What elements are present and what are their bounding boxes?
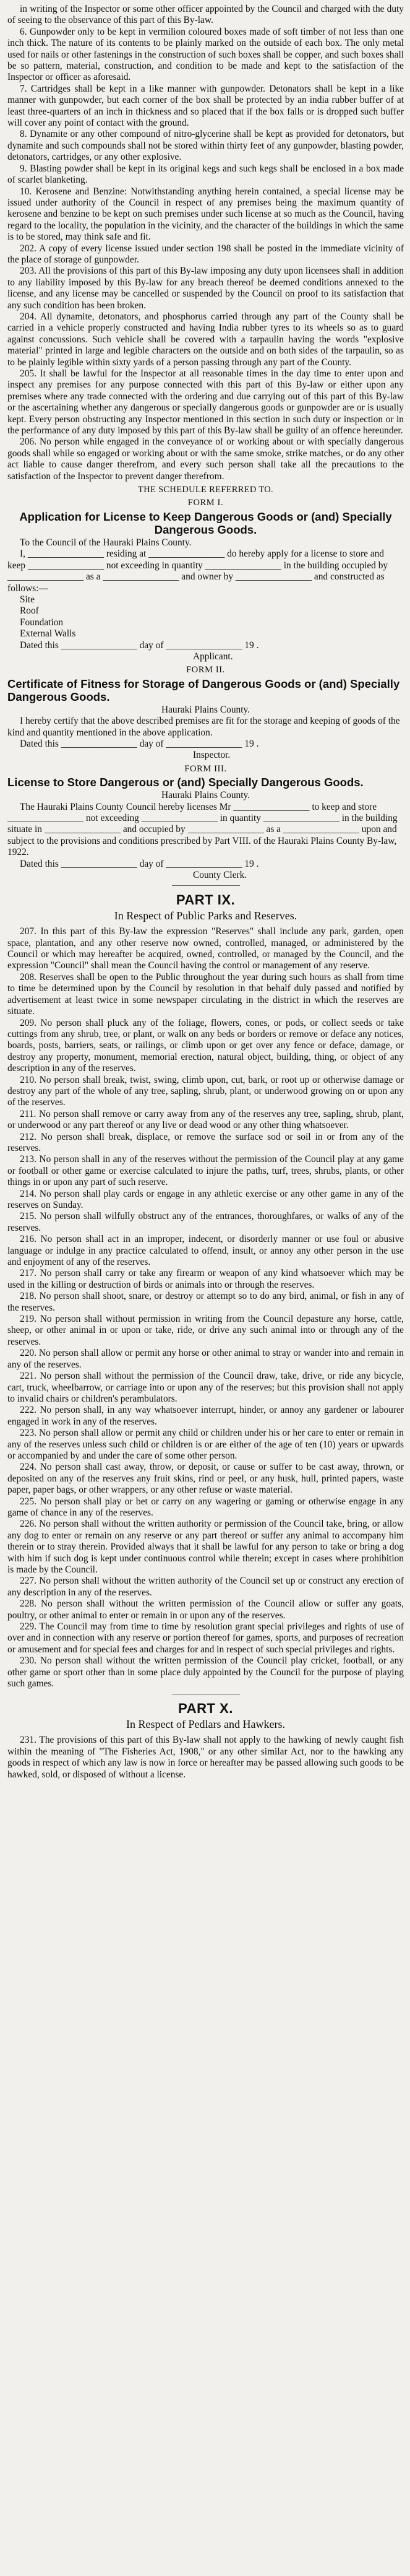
form-3-heading: License to Store Dangerous or (and) Specially Dangerous Goods. — [7, 776, 364, 789]
by-law-section: 222. No person shall, in any way whatsoever interrupt, hinder, or annoy any gardener or labourer engaged in work in any of the reserves. — [7, 1405, 404, 1427]
form-line: Dated this ________________ day of ________________ 19 . — [20, 858, 259, 869]
schedule-title: THE SCHEDULE REFERRED TO. — [138, 485, 273, 495]
by-law-section: 212. No person shall break, displace, or remove the surface sod or soil in or from any of the reserves. — [7, 1131, 404, 1153]
form-1-label: FORM I. — [187, 498, 224, 508]
form-1-signature: Applicant. — [193, 651, 233, 662]
form-2-heading: Certificate of Fitness for Storage of Dangerous Goods or (and) Specially Dangerous Goods. — [7, 677, 400, 703]
by-law-section: 229. The Council may from time to time by resolution grant special privileges and rights of use of over and in connection with any reserve or portion thereof for games, sports, and purposes of recreation or amusement and for special fees and charges for and in respect of such special privileges and rights. — [7, 1621, 404, 1655]
form-3-signature: County Clerk. — [193, 870, 247, 881]
form-line: Dated this ________________ day of ________________ 19 . — [20, 640, 259, 651]
form-2-signature: Inspector. — [193, 750, 231, 761]
by-law-section: 220. No person shall allow or permit any horse or other animal to stray or wander into and remain in any of the reserves. — [7, 1348, 404, 1370]
by-law-section: 213. No person shall in any of the reserves without the permission of the Council play at any game or football or other game or exercise calculated to injure the paths, turf, trees, shrubs, plants, or other things in or upon any part of such reserve. — [7, 1154, 404, 1188]
form-1-body — [7, 537, 404, 651]
part-9-sections — [7, 926, 404, 1689]
by-law-section: 208. Reserves shall be open to the Public throughout the year during such hours as shall from time to time be determined upon by the Council by resolution in that behalf duly passed and notified by advertisement at least twice in some newspaper circulating in the district in which the reserves are situate. — [7, 971, 404, 1017]
numbered-condition: 6. Gunpowder only to be kept in vermilion coloured boxes made of soft timber of not less than one inch thick. The nature of its contents to be plainly marked on the outside of each box. The only metal used for nails or other fastenings in the construction of such boxes shall be copper, and such boxes shall be so pattern, material, construction, and condition to be made and kept to the satisfaction of the Inspector or officer as aforesaid. — [7, 26, 404, 83]
by-law-section: 215. No person shall wilfully obstruct any of the entrances, thoroughfares, or walks of any of the reserves. — [7, 1211, 404, 1233]
by-law-section: 211. No person shall remove or carry away from any of the reserves any tree, sapling, shrub, plant, or underwood or any part thereof or any live or dead wood or any other thing whatsoever. — [7, 1108, 404, 1131]
by-law-section: 227. No person shall without the written authority of the Council set up or construct any erection of any description in any of the reserves. — [7, 1576, 404, 1598]
by-law-section: 225. No person shall play or bet or carry on any wagering or gaming or otherwise engage in any game of chance in any of the reserves. — [7, 1496, 404, 1518]
by-law-section: 217. No person shall carry or take any firearm or weapon of any kind whatsoever which may be used in the killing or destruction of birds or animals into or through the reserves. — [7, 1268, 404, 1290]
form-line: Roof — [20, 605, 39, 617]
form-line: I, ________________ residing at ________________ do hereby apply for a license to store and keep ________________ not exceeding in quantity ________________ in the building occupied by ________________ as a ________________ and owner by ________________ and constructed as follows:— — [7, 549, 388, 594]
divider — [172, 885, 240, 886]
by-law-section: 203. All the provisions of this part of this By-law imposing any duty upon licensees shall in addition to any liability imposed by this By-law for any breach thereof be deemed conditions annexed to the license, and any license may be cancelled or suspended by the Council on proof to its satisfaction that any such condition has been broken. — [7, 266, 404, 311]
numbered-condition: 7. Cartridges shall be kept in a like manner with gunpowder. Detonators shall be kept in a like manner with gunpowder, but each corner of the box shall be protected by an india rubber buffer of at least three-quarters of an inch in thickness and so placed that if the box falls or is dropped such buffer will cover any point of contact with the ground. — [7, 83, 404, 129]
form-3-county: Hauraki Plains County. — [161, 790, 250, 801]
part-10-sections — [7, 1735, 404, 1780]
by-law-section: 207. In this part of this By-law the expression "Reserves" shall include any park, garden, open space, plantation, and any other reserve now owned, controlled, managed, or administered by the Council or which may hereafter be acquired, owned, controlled, or managed by the Council, and the expression "Council" shall mean the Council having the control or management of any reserve. — [7, 926, 404, 971]
numbered-condition: 9. Blasting powder shall be kept in its original kegs and such kegs shall be enclosed in a box made of scarlet blanketing. — [7, 163, 404, 186]
by-law-section: 216. No person shall act in an improper, indecent, or disorderly manner or use foul or abusive language or indulge in any practice calculated to offend, insult, or annoy any other person in the use and enjoyment of any of the reserves. — [7, 1234, 404, 1268]
by-law-section: 224. No person shall cast away, throw, or deposit, or cause or suffer to be cast away, thrown, or deposited on any of the reserves any fruit skins, rind or peel, or any husk, hull, printed papers, waste paper, paper bags, or other wrappers, or any other refuse or waste material. — [7, 1462, 404, 1496]
by-law-section: 204. All dynamite, detonators, and phosphorus carried through any part of the County shall be carried in a vehicle properly constructed and having India rubber tyres to its wheels so as to guard against concussions. Such vehicle shall be covered with a tarpaulin having the words "explosive material" printed in large and legible characters on the outside and on both sides of the tarpaulin, so as to be plainly legible within sixty yards of a person passing through any part of the County. — [7, 311, 404, 368]
sections-202-206 — [7, 243, 404, 483]
by-law-section: 231. The provisions of this part of this By-law shall not apply to the hawking of newly caught fish within the meaning of "The Fisheries Act, 1908," or any other similar Act, nor to the hawking any goods in respect of which any law is now in force or hereafter may be passed allowing such goods to be hawked, sold, or disposed of without a license. — [7, 1735, 404, 1780]
by-law-section: 214. No person shall play cards or engage in any athletic exercise or any other game in any of the reserves on Sunday. — [7, 1188, 404, 1210]
by-law-section: 209. No person shall pluck any of the foliage, flowers, cones, or pods, or collect seeds or take cuttings from any shrub, tree, or plant, or walk on any beds or borders or remove or deface any notices, boards, posts, barriers, seats, or railings, or climb upon or get over any fence or deface, damage, or destroy any property, monument, memorial erection, natural object, building, thing, or object of any description in any of the reserves. — [7, 1017, 404, 1074]
numbered-conditions — [7, 27, 404, 243]
by-law-section: 221. No person shall without the permission of the Council draw, take, drive, or ride any bicycle, cart, truck, wheelbarrow, or carriage into or upon any of the reserves; but this provision shall not apply to invalid chairs or children's perambulators. — [7, 1371, 404, 1404]
form-line: To the Council of the Hauraki Plains County. — [20, 537, 192, 548]
form-line: Dated this ________________ day of ________________ 19 . — [20, 738, 259, 749]
part-9-title: PART IX. — [176, 892, 236, 908]
by-law-section: 223. No person shall allow or permit any child or children under his or her care to enter or remain in any of the reserves unless such child or children is or are either of the age of ten (10) years or upwards or accompanied by and under the care of some other person. — [7, 1428, 404, 1461]
numbered-condition: 10. Kerosene and Benzine: Notwithstanding anything herein contained, a special license may be issued under authority of the Council in respect of any premises being the maximum quantity of kerosene and benzine to be kept on such premises under such license at so much as the Council, having regard to the locality, the population in the vicinity, and the character of the buildings in which the same is to be stored, may think safe and fit. — [7, 186, 404, 243]
form-2-label: FORM II. — [186, 665, 225, 675]
form-1-heading: Application for License to Keep Dangerous Goods or (and) Specially Dangerous Goods. — [19, 510, 392, 536]
by-law-section: 206. No person while engaged in the conveyance of or working about or with specially dangerous goods shall while so engaged or working about or with the same smoke, strike matches, or do any other act liable to cause danger therefrom, and every such person shall take all the precautions to the satisfaction of the Inspector to prevent danger therefrom. — [7, 436, 404, 482]
form-line: Site — [20, 594, 35, 605]
by-law-section: 230. No person shall without the written permission of the Council play cricket, football, or any other game or sport other than in some place duly appointed by the Council for the purpose of playing such games. — [7, 1655, 404, 1689]
form-line: Foundation — [20, 617, 64, 628]
form-3-body — [7, 802, 404, 870]
part-10-subtitle: In Respect of Pedlars and Hawkers. — [126, 1717, 285, 1730]
form-line: External Walls — [20, 628, 76, 640]
form-line: The Hauraki Plains County Council hereby licenses Mr ________________ to keep and store ________________ not exceeding ________________ in quantity ________________ in the building situate in ________________ and occupied by ________________ as a ________________ upon and subject to the provisions and conditions prescribed by Part VIII. of the Hauraki Plains County By-law, 1922. — [7, 801, 398, 858]
by-law-section: 210. No person shall break, twist, swing, climb upon, cut, bark, or root up or otherwise damage or destroy any part of the whole of any tree, sapling, shrub, plant, or underwood growing on or upon any of the reserves. — [7, 1074, 404, 1108]
by-law-section: 205. It shall be lawful for the Inspector at all reasonable times in the day time to enter upon and inspect any premises for any purpose connected with this part of this By-law or either upon any premises where any trade connected with the ordering and due carrying out of this part of this By-law or the ascertaining whether any dangerous or specially dangerous goods or gunpowder are or is usually kept. Every person obstructing any Inspector mentioned in this section in such duty or inspection or in the performance of any duty imposed by this part of this By-law shall be guilty of an offence hereunder. — [7, 368, 404, 436]
by-law-section: 218. No person shall shoot, snare, or destroy or attempt so to do any bird, animal, or fish in any of the reserves. — [7, 1291, 404, 1313]
form-line: I hereby certify that the above described premises are fit for the storage and keeping of goods of the kind and quantity mentioned in the above application. — [7, 716, 400, 738]
part-9-subtitle: In Respect of Public Parks and Reserves. — [114, 909, 297, 922]
by-law-section: 226. No person shall without the written authority or permission of the Council take, bring, or allow any dog to enter or remain on any reserve or any part thereof or suffer any animal to accompany him therein or to stray therein. Provided always that it shall be lawful for any person to take or bring a dog with him if such dog is kept under continuous control while therein; except in cases where prohibition is made by the Council. — [7, 1519, 404, 1575]
form-2-body — [7, 716, 404, 750]
numbered-condition: 8. Dynamite or any other compound of nitro-glycerine shall be kept as provided for detonators, but dynamite and such compounds shall not be stored within thirty feet of any gunpowder, blasting powder, detonators, cartridges, or any other explosive. — [7, 129, 404, 163]
form-2-county: Hauraki Plains County. — [161, 704, 250, 715]
intro-paragraph: in writing of the Inspector or some other officer appointed by the Council and charged with the duty of seeing to the observance of this part of this By-law. — [7, 4, 404, 26]
by-law-section: 228. No person shall without the written permission of the Council allow or suffer any goats, poultry, or other animal to enter or remain in or upon any of the reserves. — [7, 1598, 404, 1621]
form-3-label: FORM III. — [184, 763, 227, 774]
by-law-section: 202. A copy of every license issued under section 198 shall be posted in the immediate vicinity of the place of storage of gunpowder. — [7, 243, 404, 265]
by-law-section: 219. No person shall without permission in writing from the Council depasture any horse, cattle, sheep, or other animal in or upon or take, ride, or drive any such animal into or through any of the reserves. — [7, 1314, 404, 1347]
part-10-title: PART X. — [178, 1701, 233, 1717]
